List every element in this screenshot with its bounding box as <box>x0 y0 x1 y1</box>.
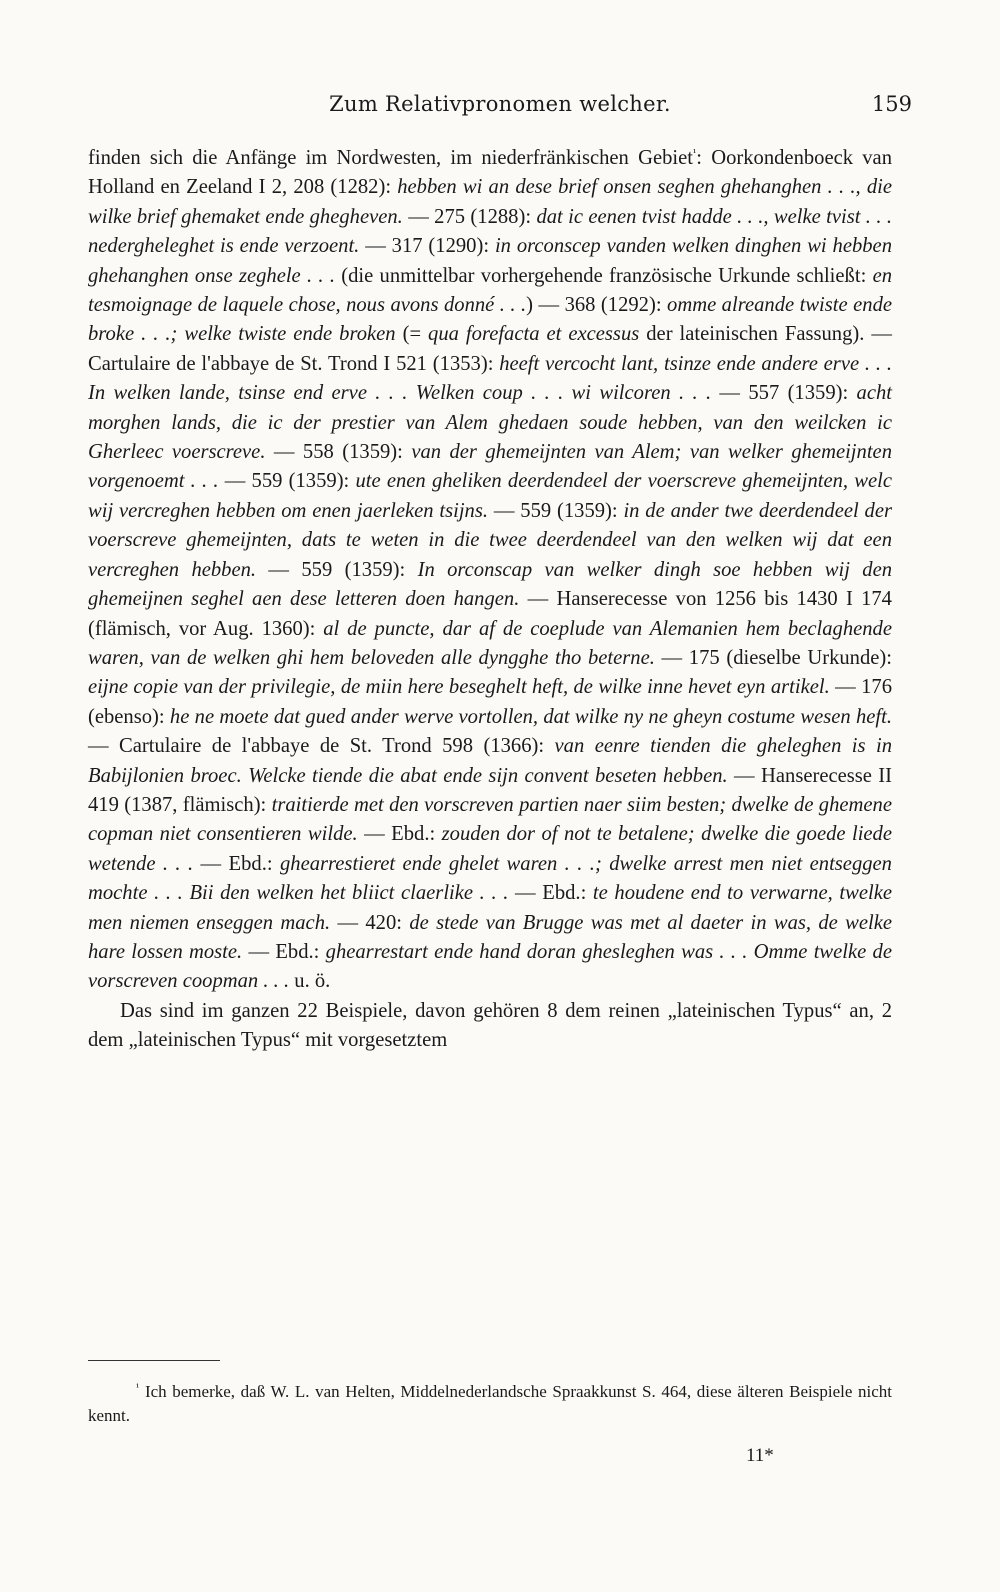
citation-text: — Hanserecesse von 1256 bis 1430 I 174 (flämisch, vor Aug. 1360): <box>88 588 892 640</box>
paragraph-summary: Das sind im ganzen 22 Beispiele, davon gehören 8 dem reinen „lateinischen Typus“ an, 2 dem „lateinischen Typus“ mit vorgesetztem <box>88 999 892 1052</box>
citation-text: — 559 (1359): <box>256 558 418 581</box>
running-head-title: Zum Relativpronomen welcher. <box>329 92 671 116</box>
example-quote: In orconscap van welker dingh soe hebben wij den ghemeijnen seghel aen dese letteren doen hangen. <box>88 558 893 611</box>
example-quote: he ne moete dat gued ander werve vortollen, dat wilke ny ne gheyn costume wesen heft. <box>169 705 892 728</box>
citation-text: der lateinischen Fassung). — Cartulaire de l'abbaye de St. Trond I 521 (1353): <box>88 323 892 375</box>
example-quote: zouden dor of not te betalene; dwelke die goede liede wetende . . . <box>88 823 892 875</box>
example-quote: van der ghemeijnten van Alem; van welker ghemeijnten vorgenoemt . . . <box>88 441 892 493</box>
example-quote: van eenre tienden die gheleghen is in Babijlonien broec. Welcke tiende die abat ende sijn convent beseten hebben. <box>88 735 892 787</box>
footnote-text: Ich bemerke, daß W. L. van Helten, Middelnederlandsche Spraakkunst S. 464, diese älteren Beispiele nicht kennt. <box>88 1382 892 1425</box>
example-quote: ute enen gheliken deerdendeel der voerscreve ghemeijnten, welc wij vercreghen hebben om enen jaerleken tsijns. <box>88 470 893 522</box>
footnote <box>88 1380 892 1428</box>
citation-text: — Ebd.: <box>508 882 593 905</box>
example-quote: hebben wi an dese brief onsen seghen ghehanghen . . ., die wilke brief ghemaket ende ghegheven. <box>88 176 892 228</box>
example-quote: en tesmoignage de laquele chose, nous avons donné . . . <box>88 264 892 317</box>
paragraph-examples <box>88 144 892 997</box>
citation-text: — 558 (1359): <box>265 441 412 464</box>
citation-text: (die unmittelbar vorhergehende französische Urkunde schließt: <box>334 264 873 287</box>
example-quote: qua forefacta et excessus <box>428 323 640 346</box>
example-quote: ghearrestieret ende ghelet waren . . .; dwelke arrest men niet entseggen mochte . . . Bii den welken het bliict claerlike . . . <box>88 852 892 905</box>
citation-text: — 175 (dieselbe Urkunde): <box>654 646 892 669</box>
body-text <box>88 144 892 1056</box>
citation-text: — 317 (1290): <box>359 235 495 258</box>
running-head <box>88 92 912 132</box>
citation-text: — 420: <box>330 911 410 934</box>
citation-text: finden sich die Anfänge im Nordwesten, im niederfränkischen Gebiet <box>88 147 693 169</box>
citation-text: — Ebd.: <box>242 940 326 963</box>
citation-text: u. ö. <box>289 970 331 993</box>
citation-text: — Ebd.: <box>193 852 280 875</box>
citation-text: — 559 (1359): <box>218 470 356 493</box>
example-quote: dat ic eenen tvist hadde . . ., welke tvist . . . nedergheleghet is ende verzoent. <box>88 205 892 258</box>
citation-text: (= <box>395 323 429 346</box>
citation-text: ) — 368 (1292): <box>526 294 668 317</box>
citation-text: — Ebd.: <box>357 823 442 846</box>
signature-mark: 11* <box>746 1445 774 1466</box>
example-quote: te houdene end to verwarne, twelke men niemen enseggen mach. <box>88 882 892 934</box>
page-number: 159 <box>871 92 912 116</box>
citation-text: — 557 (1359): <box>711 382 857 405</box>
example-quote: heeft vercocht lant, tsinze ende andere erve . . . In welken lande, tsinse end erve . . . Welken coup . . . wi wilcoren . . . <box>88 352 892 405</box>
example-quote: al de puncte, dar af de coeplude van Alemanien hem beclaghende waren, van de welken ghi hem beloveden alle dyngghe tho beterne. <box>88 617 892 669</box>
footnote-ref: ¹ <box>692 147 697 160</box>
example-quote: acht morghen lands, die ic der prestier van Alem ghedaen soude hebben, van den weilcken ic Gherleec voerscreve. <box>88 382 892 464</box>
example-quote: ghearrestart ende hand doran ghesleghen was . . . Omme twelke de vorscreven coopman . . . <box>88 940 892 993</box>
example-quote: omme alreande twiste ende broke . . .; welke twiste ende broken <box>88 294 893 346</box>
example-quote: in orconscep vanden welken dinghen wi hebben ghehanghen onse zeghele . . . <box>88 235 892 287</box>
citation-text: — Cartulaire de l'abbaye de St. Trond 598 (1366): <box>88 735 555 758</box>
citation-text: — Hanserecesse II 419 (1387, flämisch): <box>88 764 893 816</box>
citation-text: — 275 (1288): <box>402 205 537 228</box>
citation-text: : Oorkondenboeck van Holland en Zeeland I 2, 208 (1282): <box>88 147 892 199</box>
example-quote: eijne copie van der privilegie, de miin here beseghelt heft, de wilke inne hevet eyn artikel. <box>88 676 830 699</box>
example-quote: in de ander twe deerdendeel der voerscreve ghemeijnten, dats te weten in die twee deerdendeel van den welken wij dat een vercreghen hebben. <box>88 499 893 581</box>
citation-text: — 559 (1359): <box>488 499 624 522</box>
citation-text: — 176 (ebenso): <box>88 676 893 728</box>
example-quote: traitierde met den vorscreven partien naer siim besten; dwelke de ghemene copman niet consentieren wilde. <box>88 793 892 846</box>
example-quote: de stede van Brugge was met al daeter in was, de welke hare lossen moste. <box>88 911 892 963</box>
footnote-rule <box>88 1360 220 1361</box>
footnote-marker: ¹ <box>136 1381 140 1394</box>
